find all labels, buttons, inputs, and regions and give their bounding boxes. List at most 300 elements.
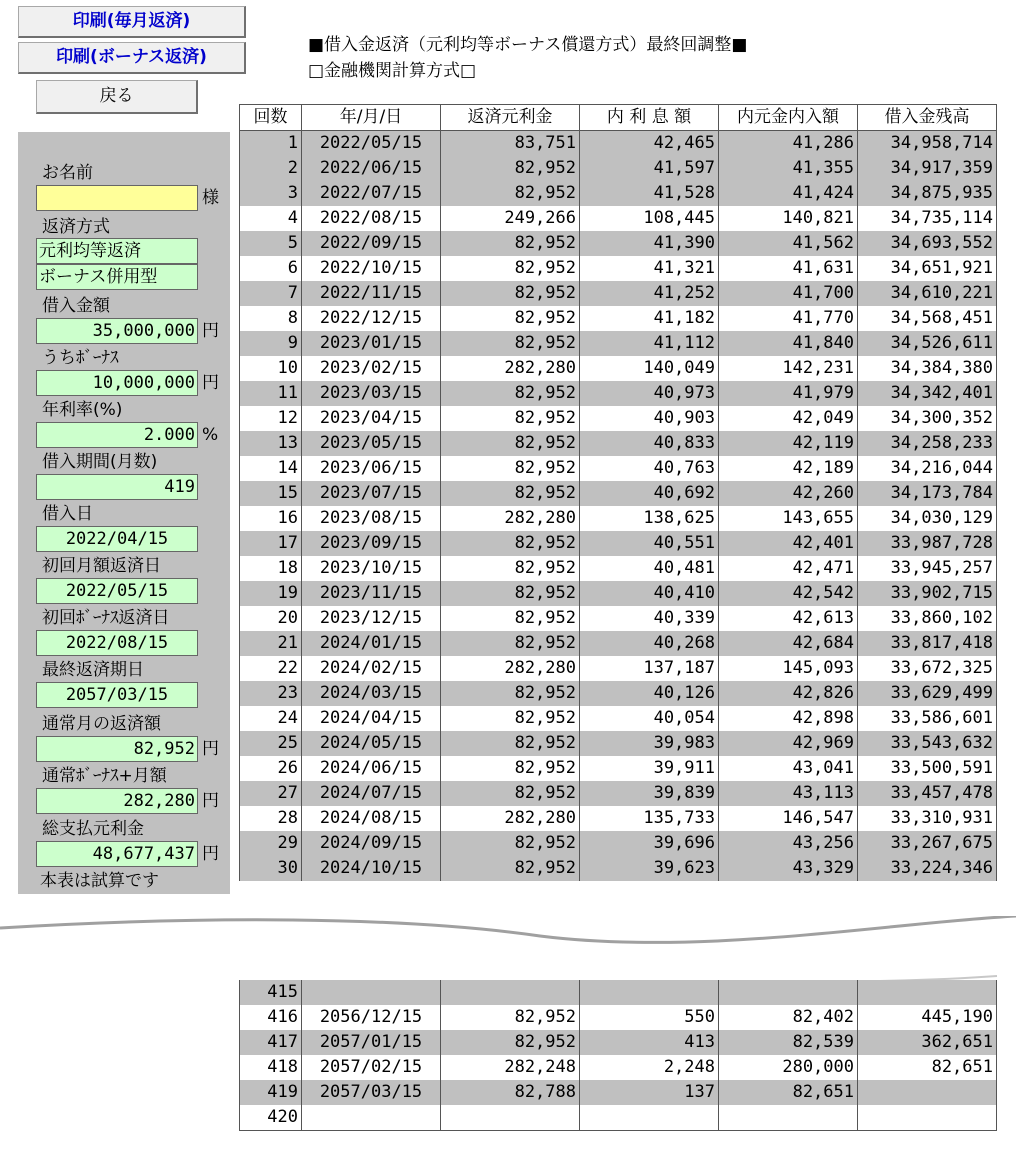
- cell-payment[interactable]: 82,952: [441, 331, 580, 356]
- table-row: [240, 606, 997, 631]
- print-bonus-button[interactable]: 印刷(ボーナス返済): [18, 42, 246, 74]
- cell-count[interactable]: 27: [240, 781, 302, 806]
- cell-balance[interactable]: 33,310,931: [858, 806, 997, 831]
- cell-count[interactable]: 20: [240, 606, 302, 631]
- cell-count[interactable]: 19: [240, 581, 302, 606]
- cell-interest[interactable]: 40,903: [580, 406, 719, 431]
- cell-interest[interactable]: 135,733: [580, 806, 719, 831]
- cell-count[interactable]: 13: [240, 431, 302, 456]
- cell-count[interactable]: 22: [240, 656, 302, 681]
- cell-balance[interactable]: 34,917,359: [858, 156, 997, 181]
- cell-interest[interactable]: 41,182: [580, 306, 719, 331]
- cell-count[interactable]: 420: [240, 1105, 302, 1131]
- cell-date[interactable]: 2056/12/15: [302, 1005, 441, 1030]
- cell-count[interactable]: 18: [240, 556, 302, 581]
- method-line2[interactable]: ボーナス併用型: [36, 264, 198, 290]
- cell-interest[interactable]: 413: [580, 1030, 719, 1055]
- cell-payment[interactable]: 82,952: [441, 856, 580, 881]
- table-row: [240, 356, 997, 381]
- cell-count[interactable]: 25: [240, 731, 302, 756]
- cell-payment[interactable]: [441, 980, 580, 1005]
- cell-balance[interactable]: 33,987,728: [858, 531, 997, 556]
- table-row: [240, 581, 997, 606]
- disclaimer-note: 本表は試算です: [40, 871, 159, 891]
- period-input[interactable]: 419: [36, 474, 198, 500]
- cell-balance[interactable]: 33,629,499: [858, 681, 997, 706]
- cell-balance[interactable]: 34,651,921: [858, 256, 997, 281]
- first-bonus-date-input[interactable]: 2022/08/15: [36, 630, 198, 656]
- cell-balance[interactable]: 34,384,380: [858, 356, 997, 381]
- cell-principal[interactable]: 43,329: [719, 856, 858, 881]
- header-payment: 返済元利金: [441, 105, 580, 131]
- cell-balance[interactable]: 33,902,715: [858, 581, 997, 606]
- cell-date[interactable]: 2057/01/15: [302, 1030, 441, 1055]
- repayment-table: [239, 104, 997, 881]
- name-suffix: 様: [202, 188, 219, 208]
- cell-count[interactable]: 4: [240, 206, 302, 231]
- cell-balance[interactable]: 445,190: [858, 1005, 997, 1030]
- table-row: [240, 331, 997, 356]
- table-row: [240, 1005, 997, 1030]
- cell-date[interactable]: 2022/10/15: [302, 256, 441, 281]
- cell-payment[interactable]: 82,952: [441, 406, 580, 431]
- cell-payment[interactable]: 282,280: [441, 506, 580, 531]
- rate-input[interactable]: 2.000: [36, 422, 198, 448]
- cell-interest[interactable]: [580, 1105, 719, 1131]
- cell-count[interactable]: 26: [240, 756, 302, 781]
- table-row: [240, 681, 997, 706]
- cell-payment[interactable]: 82,952: [441, 256, 580, 281]
- cell-balance[interactable]: 34,875,935: [858, 181, 997, 206]
- cell-date[interactable]: 2023/01/15: [302, 331, 441, 356]
- cell-count[interactable]: 15: [240, 481, 302, 506]
- header-date: 年/月/日: [302, 105, 441, 131]
- cell-principal[interactable]: 42,898: [719, 706, 858, 731]
- cell-balance[interactable]: 34,693,552: [858, 231, 997, 256]
- cell-interest[interactable]: 40,410: [580, 581, 719, 606]
- total-value: 48,677,437: [36, 841, 198, 867]
- cell-date[interactable]: 2023/09/15: [302, 531, 441, 556]
- cell-principal[interactable]: 143,655: [719, 506, 858, 531]
- cell-payment[interactable]: 282,248: [441, 1055, 580, 1080]
- period-label: 借入期間(月数): [42, 452, 158, 472]
- cell-count[interactable]: 10: [240, 356, 302, 381]
- cell-balance[interactable]: 34,568,451: [858, 306, 997, 331]
- cell-interest[interactable]: 41,112: [580, 331, 719, 356]
- total-unit: 円: [202, 844, 219, 864]
- bonus-amount-input[interactable]: 10,000,000: [36, 370, 198, 396]
- cell-interest[interactable]: 40,339: [580, 606, 719, 631]
- cell-principal[interactable]: [719, 980, 858, 1005]
- cell-payment[interactable]: 82,952: [441, 756, 580, 781]
- cell-interest[interactable]: 137: [580, 1080, 719, 1105]
- cell-balance[interactable]: 33,543,632: [858, 731, 997, 756]
- cell-balance[interactable]: 33,267,675: [858, 831, 997, 856]
- header-principal: 内元金内入額: [719, 105, 858, 131]
- input-panel: [18, 132, 230, 894]
- cell-date[interactable]: 2024/08/15: [302, 806, 441, 831]
- cell-principal[interactable]: 42,826: [719, 681, 858, 706]
- table-row: [240, 781, 997, 806]
- name-input[interactable]: [36, 185, 198, 211]
- cell-principal[interactable]: 43,256: [719, 831, 858, 856]
- cell-interest[interactable]: [580, 980, 719, 1005]
- cell-balance[interactable]: 33,224,346: [858, 856, 997, 881]
- cell-payment[interactable]: 82,952: [441, 781, 580, 806]
- bonus-label: うちﾎﾞｰﾅｽ: [42, 348, 119, 368]
- cell-count[interactable]: 16: [240, 506, 302, 531]
- cell-date[interactable]: 2024/07/15: [302, 781, 441, 806]
- cell-count[interactable]: 29: [240, 831, 302, 856]
- loan-unit: 円: [202, 321, 219, 341]
- cell-balance[interactable]: 33,945,257: [858, 556, 997, 581]
- cell-principal[interactable]: 42,260: [719, 481, 858, 506]
- table-row: [240, 556, 997, 581]
- page-title: ■借入金返済（元利均等ボーナス償還方式）最終回調整■: [308, 35, 748, 55]
- loan-amount-input[interactable]: 35,000,000: [36, 318, 198, 344]
- cell-balance[interactable]: 33,586,601: [858, 706, 997, 731]
- cell-count[interactable]: 21: [240, 631, 302, 656]
- method-line1[interactable]: 元利均等返済: [36, 238, 198, 264]
- cell-date[interactable]: [302, 980, 441, 1005]
- cell-count[interactable]: 17: [240, 531, 302, 556]
- cell-interest[interactable]: 40,551: [580, 531, 719, 556]
- cell-balance[interactable]: 33,672,325: [858, 656, 997, 681]
- cell-principal[interactable]: 41,424: [719, 181, 858, 206]
- loan-date-input[interactable]: 2022/04/15: [36, 526, 198, 552]
- repayment-table-tail: [239, 980, 997, 1131]
- table-header-row: [240, 105, 997, 131]
- cell-payment[interactable]: 82,952: [441, 606, 580, 631]
- cell-payment[interactable]: 82,952: [441, 831, 580, 856]
- table-row: [240, 1055, 997, 1080]
- cell-date[interactable]: 2023/05/15: [302, 431, 441, 456]
- cell-interest[interactable]: 41,597: [580, 156, 719, 181]
- cell-principal[interactable]: 42,613: [719, 606, 858, 631]
- cell-balance[interactable]: 34,173,784: [858, 481, 997, 506]
- cell-principal[interactable]: 43,041: [719, 756, 858, 781]
- cell-principal[interactable]: 42,401: [719, 531, 858, 556]
- cell-balance[interactable]: 362,651: [858, 1030, 997, 1055]
- cell-balance[interactable]: 34,526,611: [858, 331, 997, 356]
- cell-interest[interactable]: 39,623: [580, 856, 719, 881]
- cell-count[interactable]: 23: [240, 681, 302, 706]
- cell-principal[interactable]: 140,821: [719, 206, 858, 231]
- cell-payment[interactable]: 82,952: [441, 431, 580, 456]
- loan-label: 借入金額: [42, 296, 110, 316]
- cell-count[interactable]: 417: [240, 1030, 302, 1055]
- cell-interest[interactable]: 41,252: [580, 281, 719, 306]
- cell-payment[interactable]: 82,952: [441, 1030, 580, 1055]
- cell-count[interactable]: 24: [240, 706, 302, 731]
- cell-principal[interactable]: 82,539: [719, 1030, 858, 1055]
- bonus-month-value: 282,280: [36, 788, 198, 814]
- table-row: [240, 1080, 997, 1105]
- cell-balance[interactable]: 34,258,233: [858, 431, 997, 456]
- cell-balance[interactable]: 33,860,102: [858, 606, 997, 631]
- cell-payment[interactable]: 82,952: [441, 706, 580, 731]
- cell-principal[interactable]: [719, 1105, 858, 1131]
- cell-balance[interactable]: 34,030,129: [858, 506, 997, 531]
- cell-balance[interactable]: 34,216,044: [858, 456, 997, 481]
- cell-payment[interactable]: 82,952: [441, 681, 580, 706]
- cell-payment[interactable]: 83,751: [441, 131, 580, 157]
- table-row: [240, 156, 997, 181]
- cell-count[interactable]: 2: [240, 156, 302, 181]
- cell-date[interactable]: 2023/10/15: [302, 556, 441, 581]
- cell-payment[interactable]: 82,952: [441, 581, 580, 606]
- table-row: [240, 506, 997, 531]
- cell-principal[interactable]: 43,113: [719, 781, 858, 806]
- cell-interest[interactable]: 41,528: [580, 181, 719, 206]
- cell-interest[interactable]: 40,268: [580, 631, 719, 656]
- cell-count[interactable]: 8: [240, 306, 302, 331]
- cell-payment[interactable]: 82,952: [441, 306, 580, 331]
- cell-count[interactable]: 419: [240, 1080, 302, 1105]
- bonus-unit: 円: [202, 373, 219, 393]
- cell-principal[interactable]: 42,049: [719, 406, 858, 431]
- monthly-unit: 円: [202, 739, 219, 759]
- name-label: お名前: [42, 163, 93, 183]
- table-row: [240, 531, 997, 556]
- table-row: [240, 481, 997, 506]
- cell-principal[interactable]: 42,542: [719, 581, 858, 606]
- cell-payment[interactable]: 282,280: [441, 356, 580, 381]
- monthly-value: 82,952: [36, 736, 198, 762]
- cell-payment[interactable]: 82,952: [441, 231, 580, 256]
- cell-date[interactable]: 2023/03/15: [302, 381, 441, 406]
- table-row: [240, 456, 997, 481]
- cell-interest[interactable]: 39,839: [580, 781, 719, 806]
- cell-date[interactable]: 2024/02/15: [302, 656, 441, 681]
- table-row: [240, 231, 997, 256]
- cell-balance[interactable]: 82,651: [858, 1055, 997, 1080]
- cell-interest[interactable]: 40,763: [580, 456, 719, 481]
- first-month-date-input[interactable]: 2022/05/15: [36, 578, 198, 604]
- cell-date[interactable]: 2023/04/15: [302, 406, 441, 431]
- cell-payment[interactable]: 82,952: [441, 731, 580, 756]
- cell-principal[interactable]: 41,840: [719, 331, 858, 356]
- cell-count[interactable]: 415: [240, 980, 302, 1005]
- cell-date[interactable]: 2023/08/15: [302, 506, 441, 531]
- cell-balance[interactable]: 34,610,221: [858, 281, 997, 306]
- cell-count[interactable]: 6: [240, 256, 302, 281]
- table-row: [240, 656, 997, 681]
- method-label: 返済方式: [42, 217, 110, 237]
- bonus-month-label: 通常ﾎﾞｰﾅｽ+月額: [42, 766, 167, 786]
- cell-balance[interactable]: [858, 1080, 997, 1105]
- table-row: [240, 256, 997, 281]
- cell-principal[interactable]: 145,093: [719, 656, 858, 681]
- page-subtitle: □金融機関計算方式□: [308, 61, 477, 81]
- cell-date[interactable]: 2023/02/15: [302, 356, 441, 381]
- cell-count[interactable]: 12: [240, 406, 302, 431]
- cell-principal[interactable]: 41,631: [719, 256, 858, 281]
- table-row: [240, 306, 997, 331]
- table-row: [240, 980, 997, 1005]
- cell-count[interactable]: 7: [240, 281, 302, 306]
- cell-date[interactable]: [302, 1105, 441, 1131]
- table-row: [240, 706, 997, 731]
- cell-payment[interactable]: 82,952: [441, 481, 580, 506]
- table-row: [240, 206, 997, 231]
- table-row: [240, 181, 997, 206]
- cell-count[interactable]: 3: [240, 181, 302, 206]
- cell-principal[interactable]: 42,471: [719, 556, 858, 581]
- cell-payment[interactable]: 82,952: [441, 381, 580, 406]
- cell-date[interactable]: 2022/09/15: [302, 231, 441, 256]
- header-balance: 借入金残高: [858, 105, 997, 131]
- cell-interest[interactable]: 550: [580, 1005, 719, 1030]
- header-count: 回数: [240, 105, 302, 131]
- table-row: [240, 756, 997, 781]
- cell-payment[interactable]: 82,952: [441, 631, 580, 656]
- cell-interest[interactable]: 138,625: [580, 506, 719, 531]
- cell-interest[interactable]: 40,973: [580, 381, 719, 406]
- first-bonus-label: 初回ﾎﾞｰﾅｽ返済日: [42, 608, 170, 628]
- cell-interest[interactable]: 140,049: [580, 356, 719, 381]
- cell-interest[interactable]: 40,126: [580, 681, 719, 706]
- table-row: [240, 131, 997, 157]
- cell-date[interactable]: 2057/02/15: [302, 1055, 441, 1080]
- rate-unit: %: [202, 425, 219, 445]
- cell-date[interactable]: 2023/11/15: [302, 581, 441, 606]
- cell-date[interactable]: 2023/07/15: [302, 481, 441, 506]
- cell-payment[interactable]: 82,952: [441, 281, 580, 306]
- table-row: [240, 831, 997, 856]
- cell-payment[interactable]: 82,952: [441, 1005, 580, 1030]
- cell-date[interactable]: 2023/06/15: [302, 456, 441, 481]
- cell-interest[interactable]: 41,390: [580, 231, 719, 256]
- cell-payment[interactable]: 82,952: [441, 456, 580, 481]
- cell-date[interactable]: 2022/07/15: [302, 181, 441, 206]
- cell-principal[interactable]: 142,231: [719, 356, 858, 381]
- table-row: [240, 281, 997, 306]
- table-row: [240, 806, 997, 831]
- cell-interest[interactable]: 39,911: [580, 756, 719, 781]
- cell-interest[interactable]: 39,983: [580, 731, 719, 756]
- cell-interest[interactable]: 2,248: [580, 1055, 719, 1080]
- cell-count[interactable]: 418: [240, 1055, 302, 1080]
- cell-payment[interactable]: 282,280: [441, 806, 580, 831]
- cell-principal[interactable]: 41,700: [719, 281, 858, 306]
- cell-count[interactable]: 11: [240, 381, 302, 406]
- total-label: 総支払元利金: [42, 819, 144, 839]
- last-date-label: 最終返済期日: [42, 660, 144, 680]
- cell-count[interactable]: 30: [240, 856, 302, 881]
- cell-interest[interactable]: 39,696: [580, 831, 719, 856]
- cell-date[interactable]: 2057/03/15: [302, 1080, 441, 1105]
- monthly-label: 通常月の返済額: [42, 714, 161, 734]
- cell-principal[interactable]: 41,286: [719, 131, 858, 157]
- cell-payment[interactable]: 82,952: [441, 531, 580, 556]
- cell-principal[interactable]: 41,355: [719, 156, 858, 181]
- cell-principal[interactable]: 146,547: [719, 806, 858, 831]
- cell-date[interactable]: 2024/09/15: [302, 831, 441, 856]
- cell-principal[interactable]: 82,651: [719, 1080, 858, 1105]
- cell-date[interactable]: 2024/06/15: [302, 756, 441, 781]
- table-row: [240, 406, 997, 431]
- cell-date[interactable]: 2024/03/15: [302, 681, 441, 706]
- cell-principal[interactable]: 42,119: [719, 431, 858, 456]
- table-row: [240, 431, 997, 456]
- cell-principal[interactable]: 41,770: [719, 306, 858, 331]
- cell-principal[interactable]: 42,684: [719, 631, 858, 656]
- cell-count[interactable]: 5: [240, 231, 302, 256]
- cell-payment[interactable]: [441, 1105, 580, 1131]
- cell-interest[interactable]: 137,187: [580, 656, 719, 681]
- cell-date[interactable]: 2023/12/15: [302, 606, 441, 631]
- cell-interest[interactable]: 40,054: [580, 706, 719, 731]
- cell-count[interactable]: 1: [240, 131, 302, 157]
- cell-payment[interactable]: 82,952: [441, 181, 580, 206]
- cell-principal[interactable]: 42,969: [719, 731, 858, 756]
- cell-count[interactable]: 416: [240, 1005, 302, 1030]
- cell-date[interactable]: 2022/11/15: [302, 281, 441, 306]
- back-button[interactable]: 戻る: [36, 80, 198, 114]
- table-row: [240, 631, 997, 656]
- cell-interest[interactable]: 41,321: [580, 256, 719, 281]
- cell-date[interactable]: 2024/05/15: [302, 731, 441, 756]
- cell-interest[interactable]: 40,833: [580, 431, 719, 456]
- cell-balance[interactable]: 33,817,418: [858, 631, 997, 656]
- cell-date[interactable]: 2024/10/15: [302, 856, 441, 881]
- cell-principal[interactable]: 280,000: [719, 1055, 858, 1080]
- cell-principal[interactable]: 41,562: [719, 231, 858, 256]
- cell-date[interactable]: 2022/08/15: [302, 206, 441, 231]
- cell-interest[interactable]: 108,445: [580, 206, 719, 231]
- cell-balance[interactable]: 34,958,714: [858, 131, 997, 157]
- last-date-value: 2057/03/15: [36, 682, 198, 708]
- cell-count[interactable]: 9: [240, 331, 302, 356]
- cell-count[interactable]: 28: [240, 806, 302, 831]
- cell-payment[interactable]: 82,952: [441, 556, 580, 581]
- cell-date[interactable]: 2024/01/15: [302, 631, 441, 656]
- date-label: 借入日: [42, 504, 93, 524]
- cell-date[interactable]: 2022/06/15: [302, 156, 441, 181]
- table-row: [240, 731, 997, 756]
- cell-balance[interactable]: 34,342,401: [858, 381, 997, 406]
- cell-balance[interactable]: 34,735,114: [858, 206, 997, 231]
- cell-date[interactable]: 2022/05/15: [302, 131, 441, 157]
- first-month-label: 初回月額返済日: [42, 556, 161, 576]
- cell-balance[interactable]: 33,457,478: [858, 781, 997, 806]
- cell-interest[interactable]: 40,481: [580, 556, 719, 581]
- cell-balance[interactable]: 34,300,352: [858, 406, 997, 431]
- cell-date[interactable]: 2022/12/15: [302, 306, 441, 331]
- cell-balance[interactable]: [858, 1105, 997, 1131]
- cell-principal[interactable]: 42,189: [719, 456, 858, 481]
- cell-payment[interactable]: 249,266: [441, 206, 580, 231]
- cell-balance[interactable]: [858, 980, 997, 1005]
- cell-payment[interactable]: 82,952: [441, 156, 580, 181]
- cell-balance[interactable]: 33,500,591: [858, 756, 997, 781]
- cell-count[interactable]: 14: [240, 456, 302, 481]
- table-row: [240, 1030, 997, 1055]
- cell-interest[interactable]: 42,465: [580, 131, 719, 157]
- bonus-month-unit: 円: [202, 791, 219, 811]
- cell-principal[interactable]: 82,402: [719, 1005, 858, 1030]
- cell-payment[interactable]: 282,280: [441, 656, 580, 681]
- table-row: [240, 381, 997, 406]
- rate-label: 年利率(%): [42, 400, 123, 420]
- cell-interest[interactable]: 40,692: [580, 481, 719, 506]
- cell-principal[interactable]: 41,979: [719, 381, 858, 406]
- cell-date[interactable]: 2024/04/15: [302, 706, 441, 731]
- cell-payment[interactable]: 82,788: [441, 1080, 580, 1105]
- table-row: [240, 856, 997, 881]
- print-monthly-button[interactable]: 印刷(毎月返済): [18, 6, 246, 38]
